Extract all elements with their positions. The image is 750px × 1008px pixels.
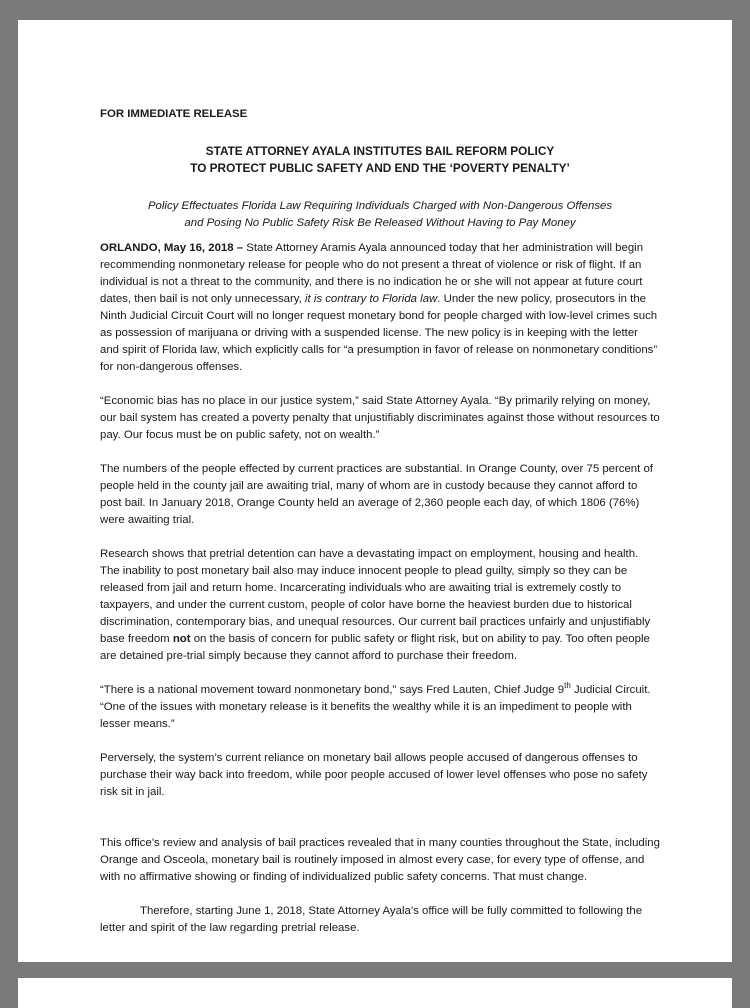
paragraph-research	[100, 546, 660, 665]
paragraph-perversely: Perversely, the system’s current reliance on monetary bail allows people accused of dangerous offenses to purchase their way back into freedom, while poor people accused of lower level offenses who pose no safety risk sit in jail.	[100, 752, 648, 798]
press-release-body	[100, 106, 660, 954]
next-page-edge	[18, 978, 732, 1008]
paragraph-quote-ayala: “Economic bias has no place in our justice system,” said State Attorney Ayala. “By primarily relying on money, our bail system has created a poverty penalty that unjustifiably discriminates against those without resources to pay. Our focus must be on public safety, not on wealth.”	[100, 395, 660, 441]
release-label: FOR IMMEDIATE RELEASE	[100, 108, 248, 120]
subheadline	[100, 198, 660, 232]
subheadline-line-1: Policy Effectuates Florida Law Requiring Individuals Charged with Non-Dangerous Offenses	[147, 200, 613, 212]
intro-emphasis: it is contrary to Florida law	[304, 293, 438, 305]
paragraph-quote-lauten	[100, 682, 660, 733]
headline	[100, 143, 660, 177]
lauten-superscript: th	[564, 681, 571, 691]
research-text-a: Research shows that pretrial detention can have a devastating impact on employment, housing and health. The inability to post monetary bail also may induce innocent people to plead guilty, simply so they can be released from jail and return home. Incarcerating individuals who are awaiting trial is extremely costly to taxpayers, and under the current custom, people of color have borne the heaviest burden due to historical discrimination, contemporary bias, and unequal resources. Our current bail practices unfairly and unjustifiably base freedom	[100, 548, 651, 645]
headline-line-2: TO PROTECT PUBLIC SAFETY AND END THE ‘POVERTY PENALTY’	[190, 161, 570, 175]
paragraph-conclusion: Therefore, starting June 1, 2018, State Attorney Ayala’s office will be fully committed to following the letter and spirit of the law regarding pretrial release.	[100, 905, 643, 934]
intro-text-b: . Under the new policy, prosecutors in the Ninth Judicial Circuit Court will no longer request monetary bond for people charged with low-level crimes such as possession of marijuana or driving with a suspended license. The new policy is in keeping with the letter and spirit of Florida law, which explicitly calls for “a presumption in favor of release on nonmonetary conditions” for non-dangerous offenses.	[100, 293, 658, 373]
subheadline-line-2: and Posing No Public Safety Risk Be Released Without Having to Pay Money	[184, 217, 576, 229]
paragraph-statistics: The numbers of the people effected by current practices are substantial. In Orange County, over 75 percent of people held in the county jail are awaiting trial, many of whom are in custody because they cannot afford to post bail. In January 2018, Orange County held an average of 2,360 people each day, of which 1806 (76%) were awaiting trial.	[100, 463, 653, 526]
dateline: ORLANDO, May 16, 2018 –	[100, 242, 244, 254]
research-bold: not	[172, 633, 191, 645]
paragraph-review: This office’s review and analysis of bail practices revealed that in many counties throughout the State, including Orange and Osceola, monetary bail is routinely imposed in almost every case, for every type of offense, and with no affirmative showing or finding of individualized public safety concerns. That must change.	[100, 837, 660, 883]
intro-text-a: State Attorney Aramis Ayala announced today that her administration will begin recommending nonmonetary release for people who do not present a threat of violence or risk of flight. If an individual is not a threat to the community, and there is no indication he or she will not appear at future court dates, then bail is not only unnecessary,	[100, 242, 644, 305]
document-page	[18, 20, 732, 962]
research-text-b: on the basis of concern for public safety or flight risk, but on ability to pay. Too often people are detained pre-trial simply because they cannot afford to purchase their freedom.	[100, 633, 650, 662]
lauten-text-b: Judicial Circuit. “One of the issues with monetary release is it benefits the wealthy while it is an impediment to people with lesser means.”	[100, 684, 651, 730]
lauten-text-a: “There is a national movement toward nonmonetary bond,” says Fred Lauten, Chief Judge 9	[100, 684, 565, 696]
headline-line-1: STATE ATTORNEY AYALA INSTITUTES BAIL REFORM POLICY	[205, 144, 555, 158]
paragraph-intro	[100, 240, 660, 376]
